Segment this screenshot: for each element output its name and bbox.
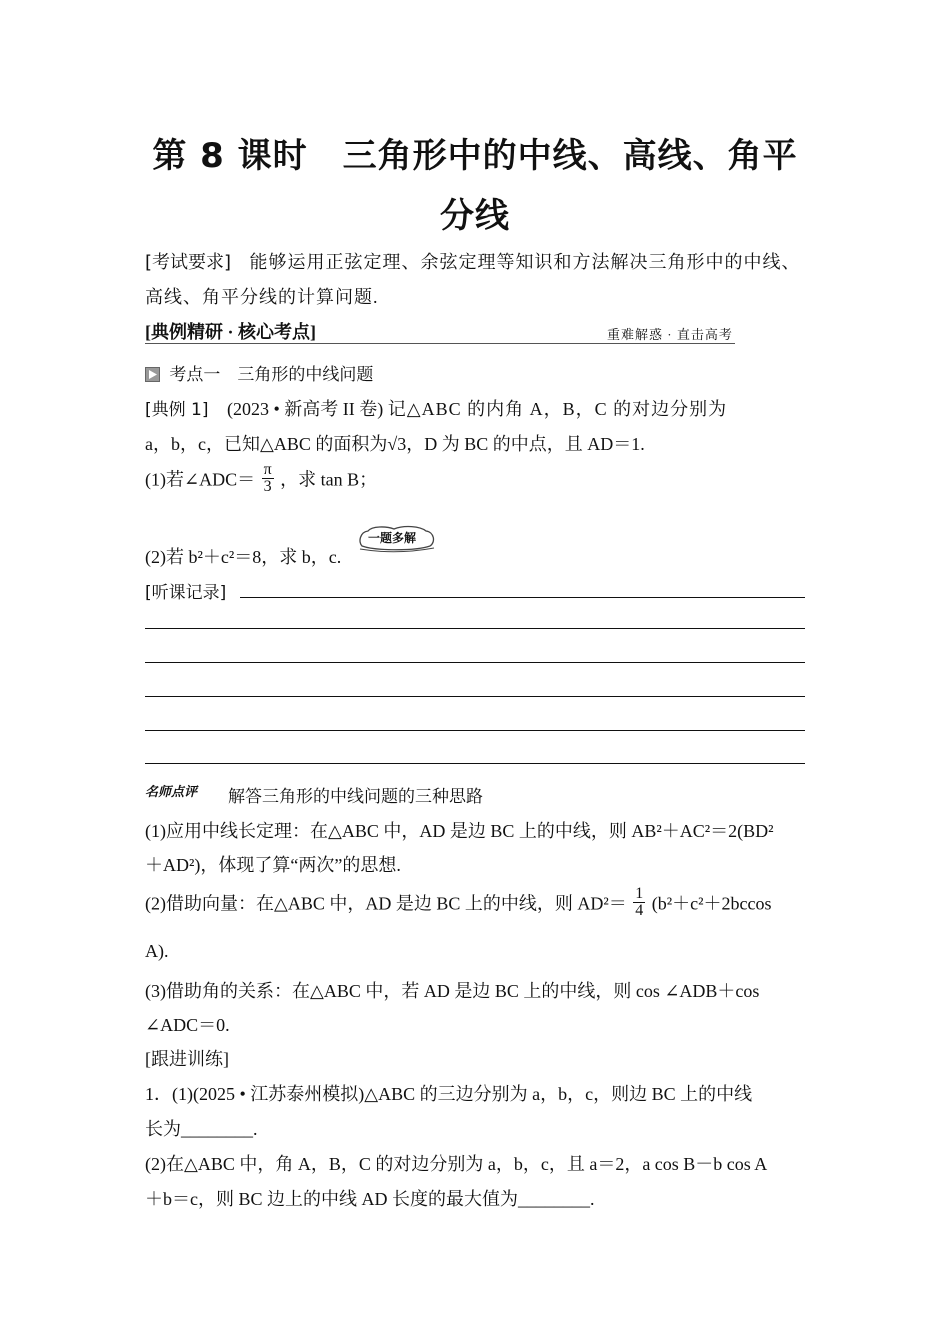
page-title-line1: 第 8 课时 三角形中的中线、高线、角平: [152, 136, 798, 176]
method2-suffix: (b²＋c²＋2bccos: [651, 893, 772, 914]
example-line1-text: 记△ABC 的内角 A，B，C 的对边分别为: [387, 399, 728, 419]
badge-text: 一题多解: [368, 531, 417, 545]
q1-line1: 1．(1)(2025 • 江苏泰州模拟)△ABC 的三边分别为 a，b，c，则边 BC 上的中线: [145, 1084, 753, 1104]
method2-den: 4: [635, 902, 644, 919]
method3-line2: ∠ADC＝0.: [145, 1015, 230, 1035]
comment-icon-label: 名师点评: [145, 785, 198, 800]
example-label: [典例 1]: [145, 400, 209, 420]
section-divider: [145, 343, 735, 344]
requirement-line1: [145, 248, 801, 274]
comment-title: 解答三角形的中线问题的三种思路: [228, 787, 483, 807]
method1-line2: ＋AD²)，体现了算“两次”的思想.: [145, 855, 401, 875]
method1-line1: (1)应用中线长定理：在△ABC 中，AD 是边 BC 上的中线，则 AB²＋AC²＝2(BD²: [145, 821, 774, 841]
part1-fraction: [262, 462, 274, 495]
part1-prefix: (1)若∠ADC＝: [145, 469, 256, 490]
q2-line2: ＋b＝c，则 BC 边上的中线 AD 长度的最大值为________.: [145, 1189, 595, 1209]
section-right: 重难解惑 · 直击高考: [607, 327, 733, 342]
kaodian-heading: [145, 360, 373, 385]
method3-line1: (3)借助角的关系：在△ABC 中，若 AD 是边 BC 上的中线，则 cos ∠ADB＋cos: [145, 981, 760, 1001]
notes-line-1[interactable]: [240, 597, 805, 598]
method2-fraction: [633, 886, 645, 919]
method2-num: 1: [635, 885, 644, 902]
page-title-line2: 分线: [440, 196, 510, 236]
notes-line-3[interactable]: [145, 662, 805, 663]
notes-line-4[interactable]: [145, 696, 805, 697]
notes-line-6[interactable]: [145, 763, 805, 764]
kaodian-label: 考点一 三角形的中线问题: [169, 365, 374, 385]
example-source: (2023 • 新高考 II 卷): [226, 399, 384, 419]
method2-line1: [145, 886, 772, 919]
part1-den: 3: [262, 478, 274, 495]
requirement-text1: 能够运用正弦定理、余弦定理等知识和方法解决三角形中的中线、: [249, 252, 801, 272]
part1-suffix: ，求 tan B；: [280, 469, 378, 490]
example-line2: a，b，c，已知△ABC 的面积为√3，D 为 BC 的中点，且 AD＝1.: [145, 434, 645, 454]
multi-solution-badge: [356, 524, 438, 550]
section-title: [典例精研 · 核心考点]: [145, 322, 316, 342]
notes-line-5[interactable]: [145, 730, 805, 731]
q1-line2: 长为________.: [145, 1119, 258, 1139]
example-part2: (2)若 b²＋c²＝8，求 b，c.: [145, 547, 342, 567]
method2-line2: A).: [145, 941, 169, 961]
q2-line1: (2)在△ABC 中，角 A，B，C 的对边分别为 a，b，c，且 a＝2，a cos B－b cos A: [145, 1154, 768, 1174]
notes-label: [听课记录]: [145, 583, 227, 603]
example-line1: [145, 395, 727, 421]
example-part1: [145, 462, 377, 495]
requirement-label: [考试要求]: [145, 252, 232, 273]
part1-num: π: [263, 461, 272, 478]
method2-prefix: (2)借助向量：在△ABC 中，AD 是边 BC 上的中线，则 AD²＝: [145, 893, 627, 914]
requirement-text2: 高线、角平分线的计算问题.: [145, 287, 379, 307]
practice-label: [跟进训练]: [145, 1049, 229, 1069]
play-icon: [145, 367, 160, 382]
notes-line-2[interactable]: [145, 628, 805, 629]
